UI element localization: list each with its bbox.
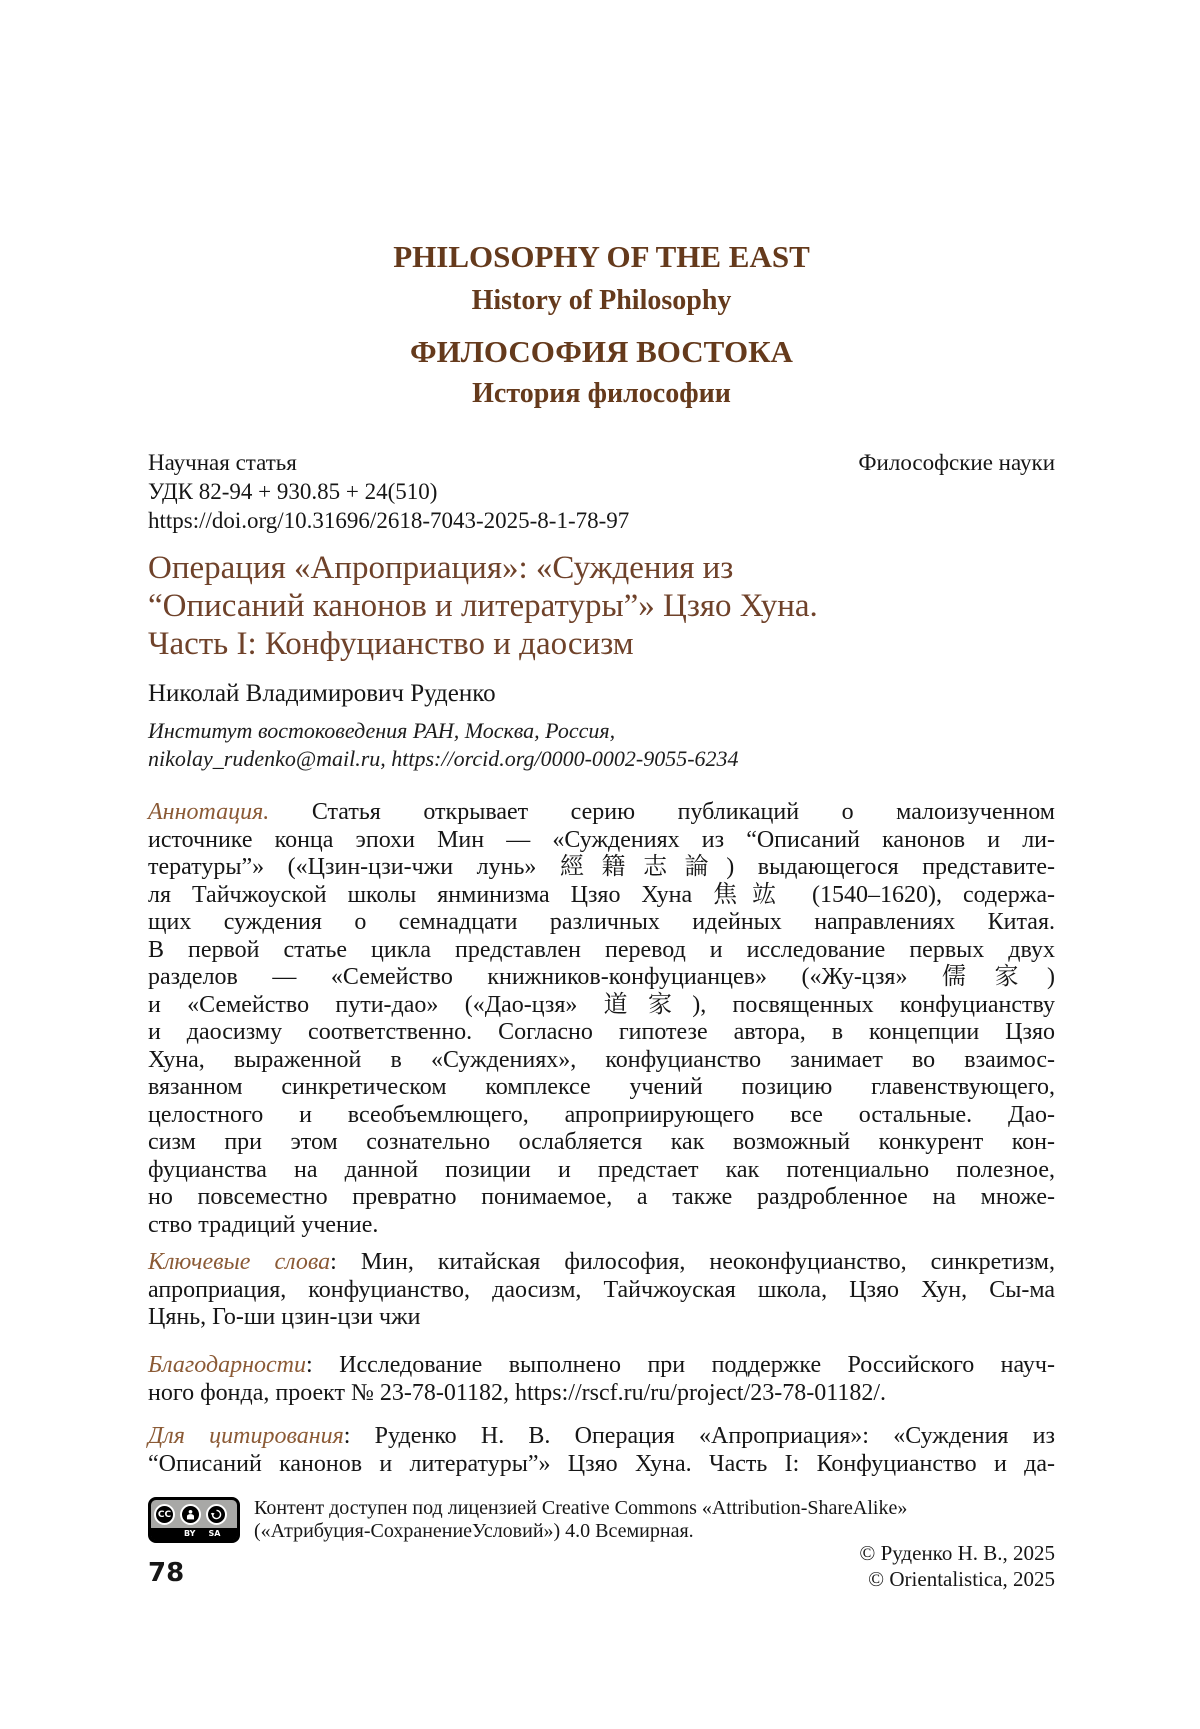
affiliation-line: nikolay_rudenko@mail.ru, https://orcid.org/0000-0002-9055-6234	[148, 746, 739, 771]
cc-badge-labels	[151, 1528, 237, 1540]
citation-first-line-text: : Руденко Н. В. Операция «Апроприация»: «Суждения из	[343, 1423, 1055, 1449]
rubric-header	[148, 240, 1055, 409]
abstract-last-line: ство традиций учение.	[148, 1211, 379, 1238]
keywords-first-line-text: : Мин, китайская философия, неоконфуцианство, синкретизм,	[330, 1249, 1055, 1275]
license-block	[148, 1497, 1055, 1543]
abstract-line: ля Тайчжоуской школы янминизма Цзяо Хуна 焦竑 (1540–1620), содержа-	[148, 881, 1055, 908]
license-text-line: («Атрибуция-СохранениеУсловий») 4.0 Всемирная.	[254, 1520, 694, 1542]
abstract-line: разделов — «Семейство книжников-конфуцианцев» («Жу-цзя» 儒家)	[148, 964, 1055, 990]
science-field: Философские науки	[858, 450, 1055, 475]
acknowledgements-last-line: ного фонда, проект № 23-78-01182, https://rscf.ru/ru/project/23-78-01182/.	[148, 1379, 886, 1406]
license-text-line: Контент доступен под лицензией Creative Commons «Attribution-ShareAlike»	[254, 1497, 908, 1519]
abstract-line: щих суждения о семнадцати различных идейных направлениях Китая.	[148, 909, 1055, 935]
citation-paragraph	[148, 1423, 1055, 1478]
by-label: BY	[184, 1529, 196, 1538]
author-affiliation	[148, 717, 1055, 773]
abstract-first-line-text: Статья открывает серию публикаций о малоизученном	[269, 799, 1055, 825]
acknowledgements-label: Благодарности	[148, 1352, 306, 1378]
abstract-line: Хуна, выраженной в «Суждениях», конфуцианство занимает во взаимос-	[148, 1046, 1055, 1073]
abstract-paragraph	[148, 799, 1055, 1239]
abstract-label: Аннотация.	[148, 799, 270, 825]
abstract-line: вязанном синкретическом комплексе учений позицию главенствующего,	[148, 1074, 1055, 1100]
rubric-title-en: PHILOSOPHY OF THE EAST	[393, 239, 810, 274]
cc-icons	[154, 1504, 227, 1525]
keywords-line: апроприация, конфуцианство, даосизм, Тайчжоуская школа, Цзяо Хун, Сы-ма	[148, 1276, 1055, 1303]
keywords-last-line: Цянь, Го-ши цзин-цзи чжи	[148, 1304, 421, 1330]
sa-label: SA	[208, 1529, 221, 1538]
abstract-line: тературы”» («Цзин-цзи-чжи лунь» 經籍志論) выдающегося представите-	[148, 854, 1055, 880]
keywords-label: Ключевые слова	[148, 1249, 331, 1275]
rubric-title-ru: ФИЛОСОФИЯ ВОСТОКА	[410, 334, 793, 369]
acknowledgements-first-line	[148, 1352, 1055, 1380]
abstract-line: фуцианства на данной позиции и предстает как потенциально полезное,	[148, 1156, 1055, 1183]
rubric-subtitle-en: History of Philosophy	[471, 285, 732, 316]
acknowledgements-first-line-text: : Исследование выполнено при поддержке Российского науч-	[306, 1352, 1055, 1378]
abstract-line: но повсеместно превратно понимаемое, а также раздробленное на множе-	[148, 1184, 1055, 1210]
udk-code: УДК 82-94 + 930.85 + 24(510)	[148, 479, 438, 504]
keywords-paragraph	[148, 1249, 1055, 1332]
abstract-line: и даосизму соответственно. Согласно гипотезе автора, в концепции Цзяо	[148, 1019, 1055, 1045]
meta-row	[148, 448, 1055, 477]
article-title-line: Операция «Апроприация»: «Суждения из	[148, 550, 734, 586]
article-type: Научная статья	[148, 450, 297, 475]
copyright-block	[148, 1540, 1055, 1592]
abstract-line: и «Семейство пути-дао» («Дао-цзя» 道家), посвященных конфуцианству	[148, 991, 1055, 1018]
article-title-line: Часть I: Конфуцианство и даосизм	[148, 626, 634, 662]
doi-link: https://doi.org/10.31696/2618-7043-2025-8-1-78-97	[148, 508, 630, 533]
copyright-line: © Orientalistica, 2025	[868, 1567, 1055, 1591]
citation-second-line: “Описаний канонов и литературы”» Цзяо Хуна. Часть I: Конфуцианство и да-	[148, 1450, 1055, 1477]
by-person-icon	[180, 1504, 201, 1525]
cc-icon: CC	[154, 1504, 175, 1525]
abstract-line: сизм при этом сознательно ослабляется как возможный конкурент кон-	[148, 1129, 1055, 1155]
article-meta	[148, 448, 1055, 535]
copyright-line: © Руденко Н. В., 2025	[859, 1541, 1055, 1565]
abstract-line: В первой статье цикла представлен перевод и исследование первых двух	[148, 936, 1055, 963]
article-title-line: “Описаний канонов и литературы”» Цзяо Хуна.	[148, 588, 818, 624]
acknowledgements-paragraph	[148, 1352, 1055, 1407]
article-title	[148, 549, 1055, 663]
abstract-first-line	[148, 799, 1055, 827]
license-text	[254, 1497, 907, 1543]
page-number: 78	[148, 1558, 185, 1588]
affiliation-line: Институт востоковедения РАН, Москва, Россия,	[148, 718, 616, 743]
citation-first-line	[148, 1423, 1055, 1451]
keywords-first-line	[148, 1249, 1055, 1277]
author-name: Николай Владимирович Руденко	[148, 680, 496, 707]
abstract-line: целостного и всеобъемлющего, апроприирующего все остальные. Дао-	[148, 1101, 1055, 1128]
abstract-lines	[148, 827, 1055, 1212]
abstract-line: источнике конца эпохи Мин — «Суждениях из “Описаний канонов и ли-	[148, 826, 1055, 853]
cc-license-badge	[148, 1497, 240, 1543]
sa-arrow-icon	[206, 1504, 227, 1525]
rubric-subtitle-ru: История философии	[472, 378, 731, 409]
citation-label: Для цитирования	[148, 1423, 344, 1449]
